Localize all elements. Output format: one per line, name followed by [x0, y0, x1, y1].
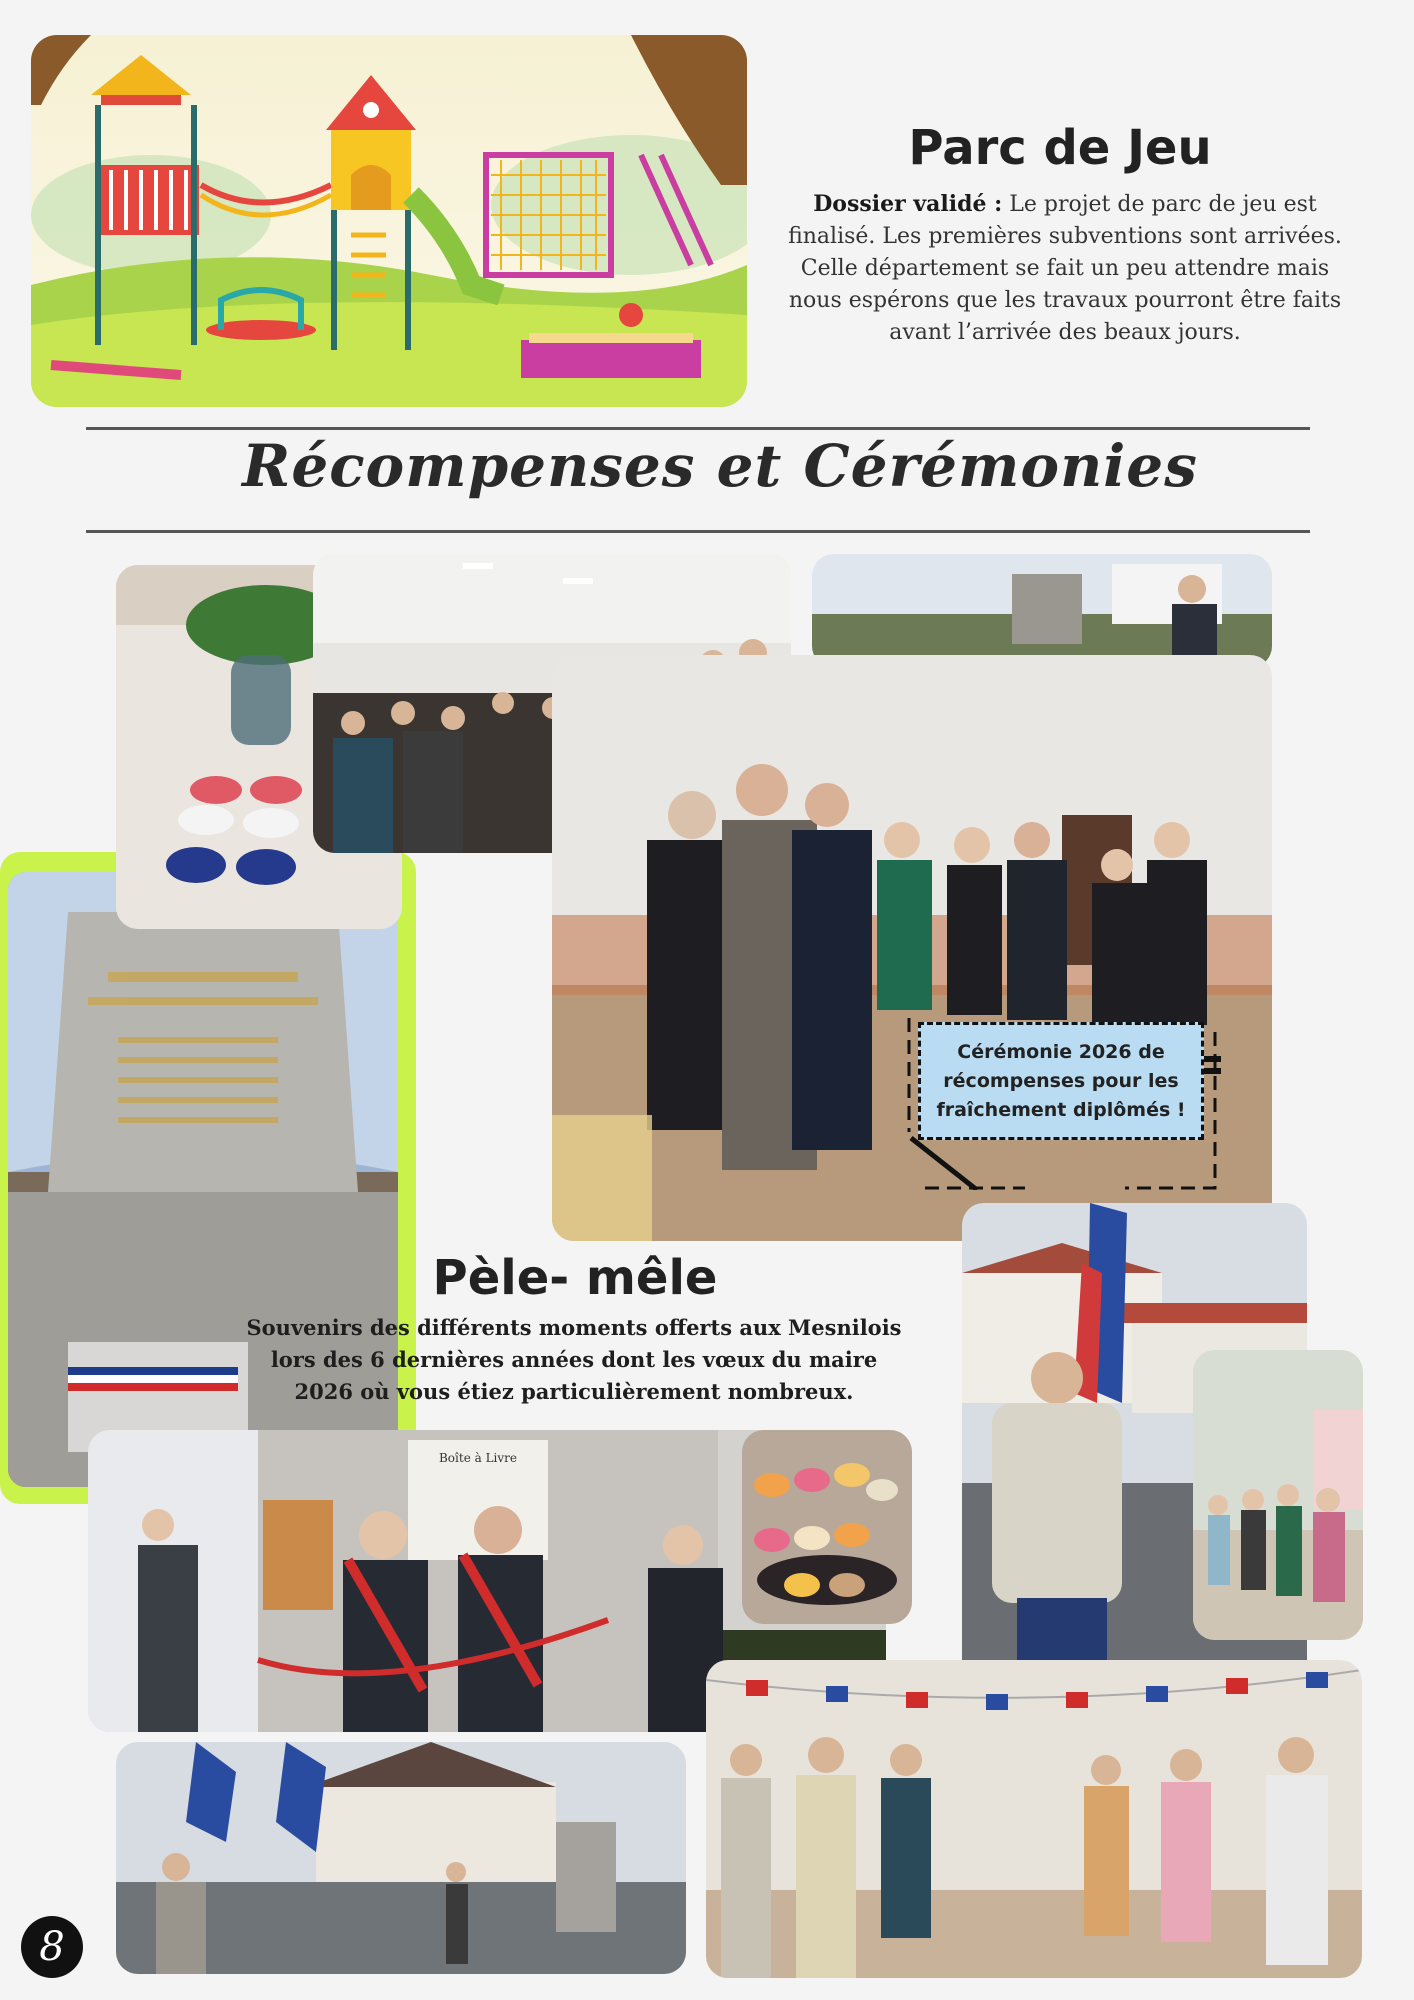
photo-macarons: [742, 1430, 912, 1624]
plaque-text: Boîte à Livre: [438, 1451, 518, 1465]
pele-mele-paragraph: Souvenirs des différents moments offerts aux Mesnilois lors des 6 dernières années dont les vœux du maire 2026 où vous étiez particulièrement nombreux.: [246, 1315, 902, 1404]
photo-festive-hall: [706, 1660, 1362, 1978]
parc-title: Parc de Jeu: [908, 120, 1212, 176]
photo-memorial-man: [812, 554, 1272, 668]
parc-body: Le projet de parc de jeu est finalisé. Les premières subventions sont arrivées. Celle département se fait un peu attendre mais nous espérons que les travaux pourront être faits avant l’arrivée des beaux jours.: [788, 192, 1342, 345]
page-number: 8: [21, 1916, 83, 1978]
pele-mele-title: Pèle- mêle: [432, 1250, 718, 1306]
photo-memorial-flags: [116, 1742, 686, 1974]
photo-small-group: [1193, 1350, 1363, 1640]
section-rule-bottom: [86, 530, 1310, 533]
parc-paragraph: [775, 188, 1355, 349]
section-rule-top: [86, 427, 1310, 430]
section-title: Récompenses et Cérémonies: [242, 432, 1198, 500]
ceremony-caption-text: Cérémonie 2026 de récompenses pour les fraîchement diplômés !: [936, 1040, 1186, 1121]
ceremony-caption: [918, 1022, 1204, 1140]
parc-lead: Dossier validé :: [813, 191, 1003, 217]
playground-illustration: [31, 35, 747, 407]
